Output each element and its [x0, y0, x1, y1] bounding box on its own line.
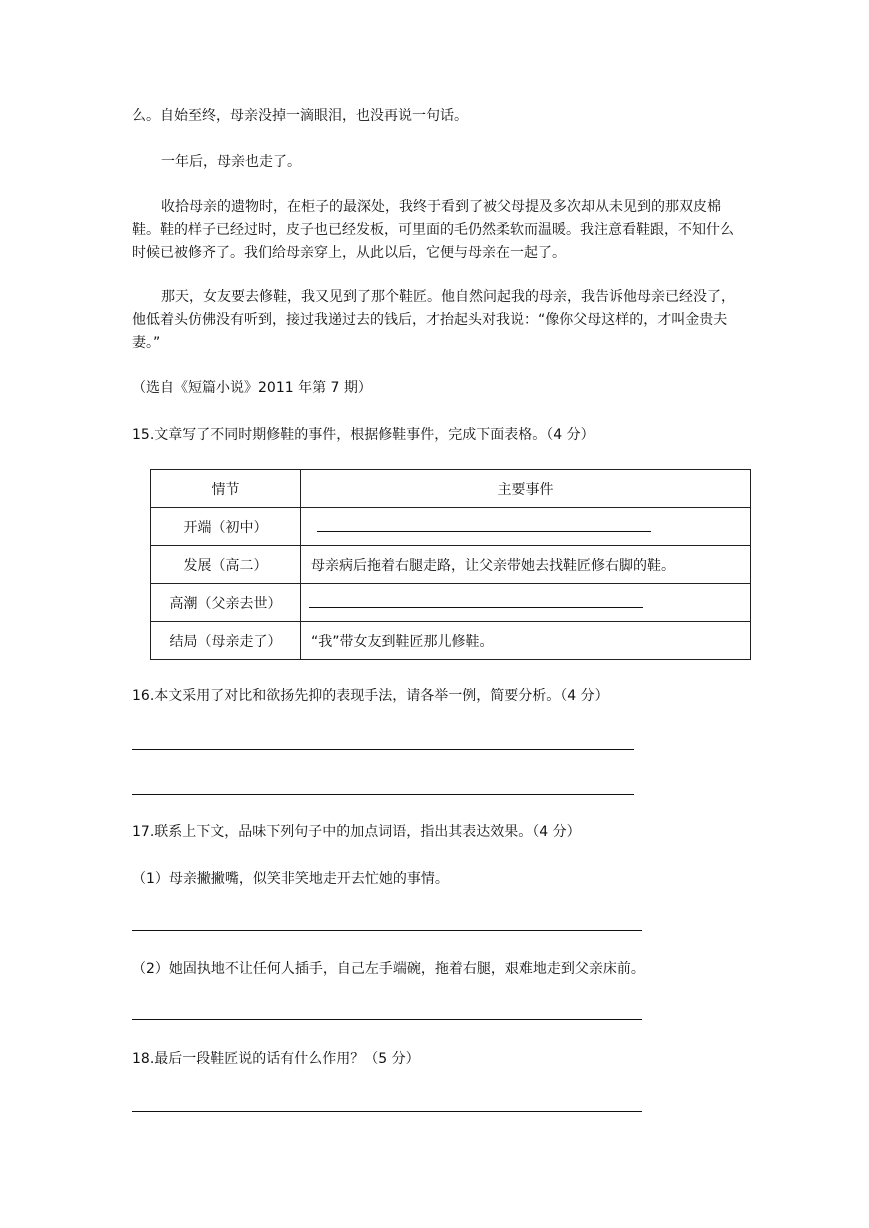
question-18-prompt: 18.最后一段鞋匠说的话有什么作用？（5 分）: [132, 1051, 420, 1067]
question-15-prompt: 15.文章写了不同时期修鞋的事件，根据修鞋事件，完成下面表格。（4 分）: [132, 427, 595, 443]
table-cell-stage: 发展（高二）: [151, 546, 301, 584]
answer-line[interactable]: [132, 930, 642, 931]
table-row: [151, 622, 751, 660]
table-header-event: 主要事件: [301, 470, 751, 508]
story-paragraph-1: 么。自始至终，母亲没掉一滴眼泪，也没再说一句话。: [132, 108, 468, 124]
question-17-prompt: 17.联系上下文，品味下列句子中的加点词语，指出其表达效果。（4 分）: [132, 824, 581, 840]
answer-line[interactable]: [132, 1019, 642, 1020]
table-row: [151, 546, 751, 584]
answer-line[interactable]: [132, 794, 634, 795]
table-cell-stage: 结局（母亲走了）: [151, 622, 301, 660]
story-paragraph-2: 一年后，母亲也走了。: [161, 154, 301, 170]
answer-line[interactable]: [132, 749, 634, 750]
table-cell-event: 母亲病后拖着右腿走路，让父亲带她去找鞋匠修右脚的鞋。: [301, 546, 751, 584]
events-table: [150, 469, 751, 660]
answer-blank[interactable]: [309, 593, 643, 608]
question-16-prompt: 16.本文采用了对比和欲扬先抑的表现手法，请各举一例，简要分析。（4 分）: [132, 688, 609, 704]
table-cell-answer-blank[interactable]: [301, 584, 751, 622]
story-source: （选自《短篇小说》2011 年第 7 期）: [132, 380, 372, 396]
answer-line[interactable]: [132, 1111, 642, 1112]
table-row: [151, 508, 751, 546]
table-row: [151, 584, 751, 622]
table-cell-stage: 高潮（父亲去世）: [151, 584, 301, 622]
table-cell-event: “我”带女友到鞋匠那儿修鞋。: [301, 622, 751, 660]
story-paragraph-4: 那天，女友要去修鞋，我又见到了那个鞋匠。他自然问起我的母亲，我告诉他母亲已经没了，他低着头仿佛没有听到，接过我递过去的钱后，才抬起头对我说：“像你父母这样的，才叫金贵夫妻。”: [132, 289, 735, 351]
table-header-stage: 情节: [151, 470, 301, 508]
table-cell-answer-blank[interactable]: [301, 508, 751, 546]
story-paragraph-3: 收拾母亲的遗物时，在柜子的最深处，我终于看到了被父母提及多次却从未见到的那双皮棉鞋。鞋的样子已经过时，皮子也已经发板，可里面的毛仍然柔软而温暖。我注意看鞋跟，不知什么时候已被修齐了。我们给母亲穿上，从此以后，它便与母亲在一起了。: [132, 199, 734, 261]
question-17-sentence-2: （2）她固执地不让任何人插手，自己左手端碗，拖着右腿，艰难地走到父亲床前。: [132, 961, 645, 977]
table-header-row: [151, 470, 751, 508]
answer-blank[interactable]: [317, 517, 651, 532]
table-cell-stage: 开端（初中）: [151, 508, 301, 546]
question-17-sentence-1: （1）母亲撇撇嘴，似笑非笑地走开去忙她的事情。: [132, 871, 449, 887]
